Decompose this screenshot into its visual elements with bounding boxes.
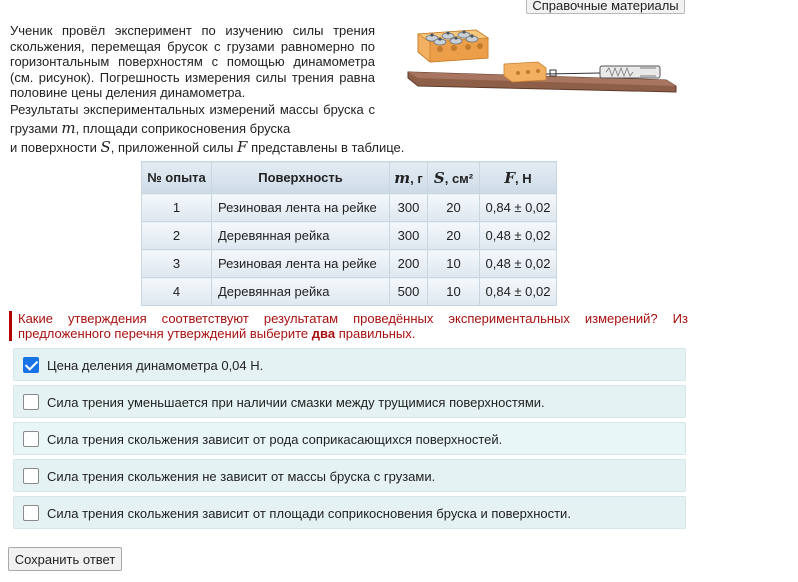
- checkbox[interactable]: [23, 505, 39, 521]
- area-unit: , см²: [444, 170, 474, 186]
- symbol-m: m: [61, 119, 76, 137]
- cell-num: 1: [142, 194, 212, 222]
- dynamometer-image: [546, 66, 660, 78]
- table-row: [142, 250, 557, 278]
- question-text-end: правильных.: [335, 326, 416, 341]
- cell-area: 10: [428, 250, 480, 278]
- cell-surface: Деревянная рейка: [212, 278, 390, 306]
- cell-area: 20: [428, 222, 480, 250]
- cell-force: 0,84 ± 0,02: [480, 194, 557, 222]
- answer-option[interactable]: [13, 385, 686, 418]
- table-row: [142, 222, 557, 250]
- intro-text-part: , площади соприкосновения бруска: [75, 121, 291, 136]
- mass-symbol: m: [394, 168, 411, 187]
- intro-paragraph: Ученик провёл эксперимент по изучению силы трения скольжения, перемещая брусок с грузами равномерно по горизонтальным поверхностям с помощью динамометра (см. рисунок). Погрешность измерения силы трения равна половине цены деления динамометра.: [10, 23, 375, 100]
- cell-force: 0,48 ± 0,02: [480, 222, 557, 250]
- answer-option[interactable]: [13, 348, 686, 381]
- cell-mass: 300: [390, 222, 428, 250]
- option-label: Сила трения скольжения зависит от рода соприкасающихся поверхностей.: [47, 432, 503, 447]
- results-table: [141, 161, 557, 306]
- cell-num: 2: [142, 222, 212, 250]
- intro-text-part: , приложенной силы: [110, 140, 234, 155]
- cell-surface: Резиновая лента на рейке: [212, 194, 390, 222]
- cell-surface: Резиновая лента на рейке: [212, 250, 390, 278]
- intro-text-part: представлены в таблице.: [251, 140, 405, 155]
- checkbox[interactable]: [23, 431, 39, 447]
- option-label: Сила трения скольжения зависит от площади соприкосновения бруска и поверхности.: [47, 506, 571, 521]
- task-results-text: [10, 100, 420, 157]
- option-label: Сила трения скольжения не зависит от массы бруска с грузами.: [47, 469, 436, 484]
- task-description: [10, 23, 375, 101]
- answer-option[interactable]: [13, 459, 686, 492]
- option-label: Цена деления динамометра 0,04 Н.: [47, 358, 264, 373]
- reference-materials-button[interactable]: Справочные материалы: [526, 0, 685, 14]
- force-unit: , Н: [515, 170, 532, 186]
- option-label: Сила трения уменьшается при наличии смазки между трущимися поверхностями.: [47, 395, 545, 410]
- cell-area: 10: [428, 278, 480, 306]
- cell-mass: 200: [390, 250, 428, 278]
- question-emphasis: два: [311, 326, 336, 341]
- force-symbol: F: [504, 168, 516, 187]
- column-header-mass: [390, 162, 428, 194]
- cell-force: 0,48 ± 0,02: [480, 250, 557, 278]
- column-header-area: [428, 162, 480, 194]
- experiment-illustration: [404, 24, 680, 98]
- cell-num: 3: [142, 250, 212, 278]
- question-prompt: [9, 311, 688, 341]
- cell-num: 4: [142, 278, 212, 306]
- area-symbol: S: [433, 168, 445, 187]
- column-header-force: [480, 162, 557, 194]
- table-row: [142, 194, 557, 222]
- answer-options: [13, 348, 686, 533]
- answer-option[interactable]: [13, 496, 686, 529]
- cell-force: 0,84 ± 0,02: [480, 278, 557, 306]
- cell-mass: 500: [390, 278, 428, 306]
- symbol-f: F: [237, 138, 248, 156]
- column-header-surface: Поверхность: [212, 162, 390, 194]
- cell-surface: Деревянная рейка: [212, 222, 390, 250]
- save-answer-button[interactable]: Сохранить ответ: [8, 547, 122, 571]
- question-text: Какие утверждения соответствуют результатам проведённых экспериментальных измерений? Из предложенного перечня утверждений выберите: [18, 311, 688, 341]
- brick-with-weights-image: [418, 30, 488, 62]
- mass-unit: , г: [410, 170, 423, 186]
- intro-text-part: Результаты экспериментальных измерений массы бруска с грузами: [10, 102, 375, 136]
- checkbox[interactable]: [23, 394, 39, 410]
- column-header-num: № опыта: [142, 162, 212, 194]
- cell-mass: 300: [390, 194, 428, 222]
- checkbox[interactable]: [23, 468, 39, 484]
- cell-area: 20: [428, 194, 480, 222]
- table-row: [142, 278, 557, 306]
- answer-option[interactable]: [13, 422, 686, 455]
- intro-text-part: и поверхности: [10, 140, 97, 155]
- symbol-s: S: [100, 138, 111, 156]
- checkbox[interactable]: [23, 357, 39, 373]
- table-header-row: [142, 162, 557, 194]
- sliding-brick-image: [504, 62, 546, 82]
